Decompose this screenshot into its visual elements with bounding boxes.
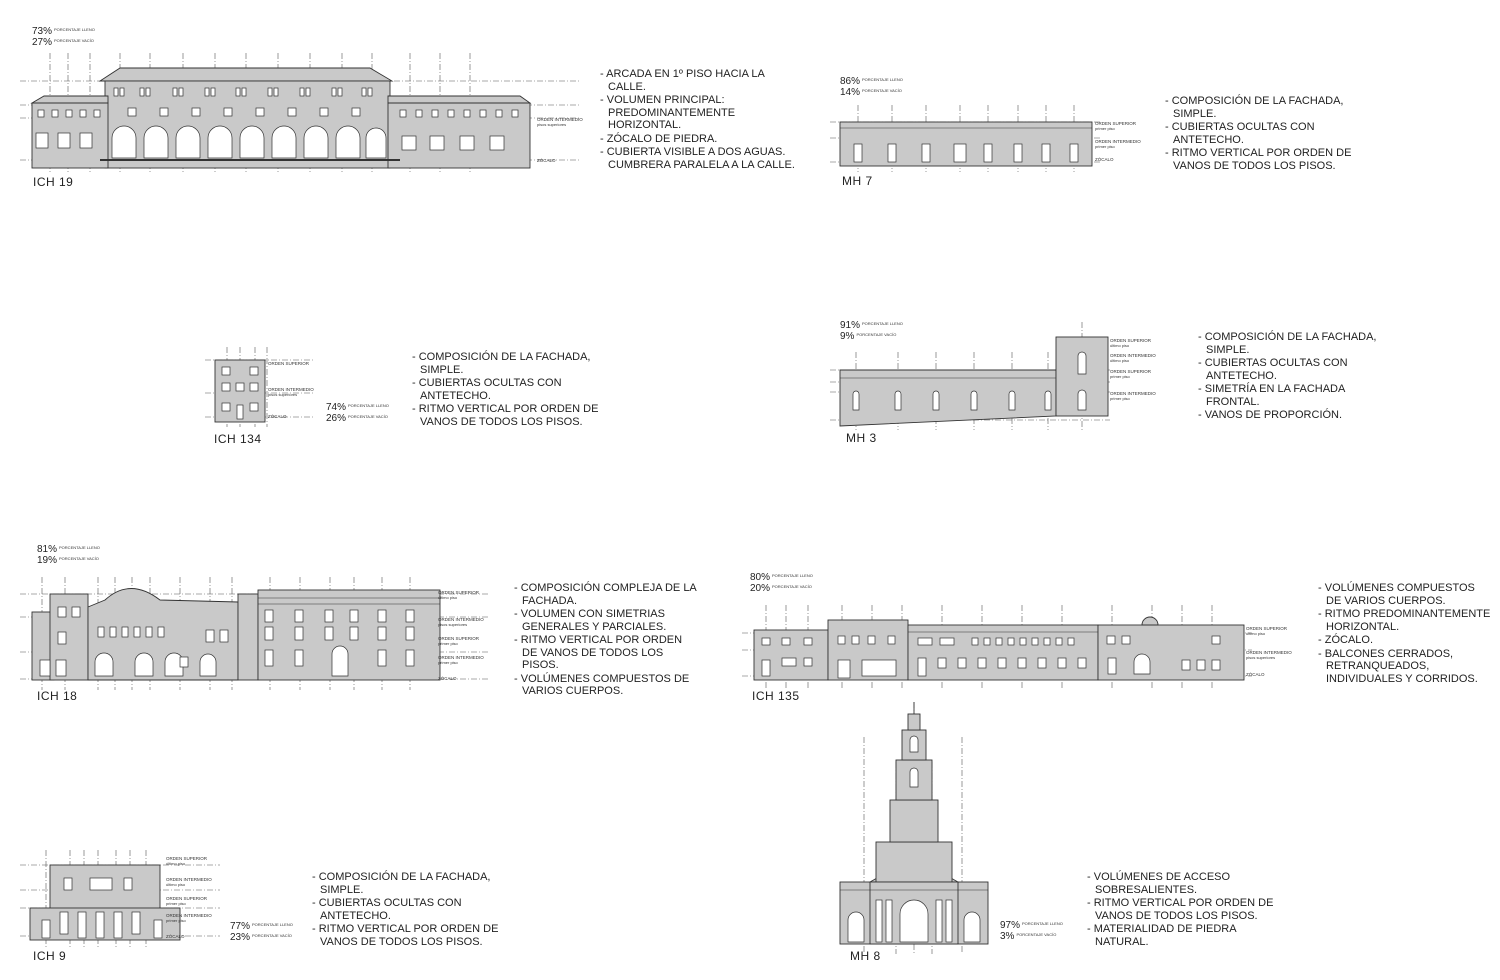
label-orden-superior: ORDEN SUPERIOR [1110, 338, 1152, 343]
note: - ZÓCALO. [1318, 634, 1493, 647]
note: - SIMETRÍA EN LA FACHADA FRONTAL. [1198, 383, 1388, 408]
pct-lleno: 73% [32, 26, 53, 37]
label-ultimo-piso: último piso [1110, 358, 1130, 363]
order-zocalo-ich135 [1246, 672, 1265, 677]
facade-mh7 [830, 100, 1100, 175]
order-labels-ich9b [166, 877, 212, 887]
pct-lleno-label: PORCENTAJE LLENO [862, 77, 903, 82]
label-orden-superior: ORDEN SUPERIOR [1095, 121, 1137, 126]
pct-lleno-label: PORCENTAJE LLENO [252, 922, 293, 927]
pct-mh8 [1000, 920, 1063, 942]
note: - CUBIERTAS OCULTAS CON ANTETECHO. [1198, 357, 1388, 382]
order-labels-mh3c [1110, 369, 1151, 379]
label-primer-piso: primer piso [166, 918, 186, 923]
label-orden-superior: ORDEN SUPERIOR [1110, 369, 1152, 374]
note: - RITMO VERTICAL POR ORDEN DE VANOS DE TODOS LOS PISOS. [412, 403, 602, 428]
order-labels-ich18c [438, 636, 479, 646]
facade-code-mh3: MH 3 [846, 431, 877, 445]
label-orden-superior: ORDEN SUPERIOR [166, 896, 208, 901]
facade-code-ich18: ICH 18 [37, 689, 78, 703]
note: - ZÓCALO DE PIEDRA. [600, 133, 795, 146]
order-labels-ich9d [166, 913, 212, 923]
pct-ich18 [37, 544, 100, 566]
label-zocalo: ZÓCALO [1095, 157, 1114, 162]
label-pisos-superiores: pisos superiores [268, 392, 298, 397]
facade-code-mh8: MH 8 [850, 949, 881, 963]
label-ultimo-piso: último piso [166, 882, 186, 887]
order-zocalo-ich9 [166, 934, 185, 939]
note: - CUBIERTAS OCULTAS CON ANTETECHO. [412, 377, 602, 402]
pct-vacio: 26% [326, 413, 347, 424]
notes-mh8 [1087, 871, 1277, 949]
facade-ich18 [20, 572, 490, 692]
order-labels-mh3b [1110, 353, 1156, 363]
note: - VOLÚMENES COMPUESTOS DE VARIOS CUERPOS. [1318, 582, 1493, 607]
pct-vacio: 9% [840, 331, 855, 342]
label-orden-superior: ORDEN SUPERIOR [1246, 626, 1288, 631]
order-labels-ich18b [438, 617, 484, 627]
facade-code-mh7: MH 7 [842, 174, 873, 188]
label-zocalo: ZÓCALO [1246, 672, 1265, 677]
label-orden-intermedio: ORDEN INTERMEDIO [166, 877, 212, 882]
label-ultimo-piso: último piso [1246, 631, 1266, 636]
label-primer-piso: primer piso [166, 901, 186, 906]
note: - CUBIERTA VISIBLE A DOS AGUAS. CUMBRERA PARALELA A LA CALLE. [600, 146, 795, 171]
order-labels-ich134 [268, 361, 309, 366]
order-labels-ich135b [1246, 650, 1292, 660]
note: - RITMO VERTICAL POR ORDEN DE VANOS DE TODOS LOS PISOS. [514, 634, 699, 672]
label-orden-intermedio: ORDEN INTERMEDIO [268, 387, 314, 392]
label-zocalo: ZÓCALO [537, 158, 556, 163]
pct-lleno: 81% [37, 544, 58, 555]
order-labels-ich9 [166, 856, 207, 866]
pct-vacio-label: PORCENTAJE VACÍO [1016, 932, 1057, 937]
notes-ich19 [600, 68, 795, 172]
note: - COMPOSICIÓN DE LA FACHADA, SIMPLE. [1165, 95, 1355, 120]
note: - COMPOSICIÓN DE LA FACHADA, SIMPLE. [312, 871, 502, 896]
label-orden-superior: ORDEN SUPERIOR [438, 636, 480, 641]
pct-vacio-label: PORCENTAJE VACÍO [348, 414, 388, 419]
pct-lleno: 74% [326, 402, 347, 413]
notes-ich9 [312, 871, 502, 949]
label-orden-superior: ORDEN SUPERIOR [166, 856, 208, 861]
note: - VOLUMEN PRINCIPAL: PREDOMINANTEMENTE HORIZONTAL. [600, 94, 795, 132]
label-primer-piso: primer piso [438, 660, 458, 665]
pct-vacio: 23% [230, 932, 251, 943]
pct-vacio: 27% [32, 37, 53, 48]
note: - BALCONES CERRADOS, RETRANQUEADOS, INDIVIDUALES Y CORRIDOS. [1318, 648, 1493, 686]
label-orden-intermedio: ORDEN INTERMEDIO [166, 913, 212, 918]
order-labels-ich18 [438, 590, 479, 600]
order-labels-mh7b [1095, 139, 1141, 149]
note: - VANOS DE PROPORCIÓN. [1198, 409, 1388, 422]
pct-vacio-label: PORCENTAJE VACÍO [862, 88, 902, 93]
label-ultimo-piso: último piso [1110, 343, 1130, 348]
facade-code-ich19: ICH 19 [33, 175, 74, 189]
notes-ich134 [412, 351, 602, 429]
note: - CUBIERTAS OCULTAS CON ANTETECHO. [1165, 121, 1355, 146]
label-primer-piso: primer piso [1095, 126, 1115, 131]
facade-code-ich134: ICH 134 [214, 432, 262, 446]
pct-vacio: 14% [840, 87, 861, 98]
pct-lleno-label: PORCENTAJE LLENO [54, 27, 95, 32]
label-primer-piso: primer piso [438, 641, 458, 646]
note: - VOLÚMENES COMPUESTOS DE VARIOS CUERPOS. [514, 673, 699, 698]
facade-mh3 [830, 322, 1110, 432]
order-labels-ich135 [1246, 626, 1287, 636]
note: - MATERIALIDAD DE PIEDRA NATURAL. [1087, 923, 1277, 948]
order-labels-ich9c [166, 896, 207, 906]
pct-vacio-label: PORCENTAJE VACÍO [856, 332, 897, 337]
order-labels-mh3d [1110, 391, 1156, 401]
pct-lleno: 80% [750, 572, 771, 583]
pct-mh7 [840, 76, 903, 98]
label-orden-intermedio: ORDEN INTERMEDIO [438, 617, 484, 622]
note: - COMPOSICIÓN COMPLEJA DE LA FACHADA. [514, 582, 699, 607]
pct-vacio-label: PORCENTAJE VACÍO [772, 584, 812, 589]
label-orden-superior: ORDEN SUPERIOR [268, 361, 310, 366]
pct-vacio-label: PORCENTAJE VACÍO [59, 556, 99, 561]
pct-lleno-label: PORCENTAJE LLENO [348, 403, 389, 408]
order-labels-mh3 [1110, 338, 1151, 348]
note: - VOLÚMENES DE ACCESO SOBRESALIENTES. [1087, 871, 1277, 896]
pct-lleno-label: PORCENTAJE LLENO [862, 321, 903, 326]
order-zocalo-ich134 [268, 414, 287, 419]
note: - RITMO VERTICAL POR ORDEN DE VANOS DE TODOS LOS PISOS. [1087, 897, 1277, 922]
pct-ich134 [326, 402, 389, 424]
order-labels-mh7 [1095, 121, 1136, 131]
note: - ARCADA EN 1º PISO HACIA LA CALLE. [600, 68, 795, 93]
pct-lleno: 86% [840, 76, 861, 87]
note: - CUBIERTAS OCULTAS CON ANTETECHO. [312, 897, 502, 922]
order-labels-ich19 [537, 117, 583, 127]
pct-ich9 [230, 921, 293, 943]
facade-mh8 [830, 702, 990, 957]
pct-ich19 [32, 26, 95, 48]
label-orden-intermedio: ORDEN INTERMEDIO [1095, 139, 1141, 144]
pct-vacio: 19% [37, 555, 58, 566]
pct-lleno-label: PORCENTAJE LLENO [772, 573, 813, 578]
label-pisos-superiores: pisos superiores [438, 622, 468, 627]
label-orden-intermedio: ORDEN INTERMEDIO [1110, 353, 1156, 358]
label-orden-intermedio: ORDEN INTERMEDIO [1110, 391, 1156, 396]
label-primer-piso: primer piso [1110, 374, 1130, 379]
label-orden-intermedio: ORDEN INTERMEDIO [1246, 650, 1292, 655]
facade-code-ich9: ICH 9 [33, 949, 67, 963]
order-labels-ich18d [438, 655, 484, 665]
note: - RITMO VERTICAL POR ORDEN DE VANOS DE TODOS LOS PISOS. [1165, 147, 1355, 172]
label-zocalo: ZÓCALO [268, 414, 287, 419]
notes-mh7 [1165, 95, 1355, 173]
label-pisos-superiores: pisos superiores [537, 122, 567, 127]
notes-ich18 [514, 582, 699, 699]
label-pisos-superiores: pisos superiores [1246, 655, 1276, 660]
pct-lleno-label: PORCENTAJE LLENO [59, 545, 100, 550]
label-ultimo-piso: último piso [166, 861, 186, 866]
pct-vacio-label: PORCENTAJE VACÍO [54, 38, 94, 43]
label-orden-superior: ORDEN SUPERIOR [438, 590, 480, 595]
pct-vacio-label: PORCENTAJE VACÍO [252, 933, 292, 938]
label-orden-intermedio: ORDEN INTERMEDIO [537, 117, 583, 122]
order-labels-ich134b [268, 387, 314, 397]
note: - COMPOSICIÓN DE LA FACHADA, SIMPLE. [412, 351, 602, 376]
label-zocalo: ZÓCALO [438, 676, 457, 681]
order-zocalo-ich19 [537, 158, 556, 163]
note: - RITMO VERTICAL POR ORDEN DE VANOS DE TODOS LOS PISOS. [312, 923, 502, 948]
note: - VOLUMEN CON SIMETRIAS GENERALES Y PARCIALES. [514, 608, 699, 633]
notes-ich135 [1318, 582, 1493, 686]
pct-lleno: 77% [230, 921, 251, 932]
facade-ich19 [20, 48, 580, 183]
pct-vacio: 3% [1000, 931, 1015, 942]
order-zocalo-ich18 [438, 676, 457, 681]
pct-ich135 [750, 572, 813, 594]
pct-lleno: 91% [840, 320, 861, 331]
pct-lleno-label: PORCENTAJE LLENO [1022, 921, 1063, 926]
notes-mh3 [1198, 331, 1388, 423]
note: - COMPOSICIÓN DE LA FACHADA, SIMPLE. [1198, 331, 1388, 356]
label-orden-intermedio: ORDEN INTERMEDIO [438, 655, 484, 660]
order-zocalo-mh7 [1095, 157, 1114, 162]
pct-vacio: 20% [750, 583, 771, 594]
label-ultimo-piso: último piso [438, 595, 458, 600]
label-primer-piso: primer piso [1095, 144, 1115, 149]
pct-lleno: 97% [1000, 920, 1021, 931]
facade-ich135 [742, 600, 1252, 690]
facade-code-ich135: ICH 135 [752, 689, 800, 703]
note: - RITMO PREDOMINANTEMENTE HORIZONTAL. [1318, 608, 1493, 633]
label-zocalo: ZÓCALO [166, 934, 185, 939]
label-primer-piso: primer piso [1110, 396, 1130, 401]
